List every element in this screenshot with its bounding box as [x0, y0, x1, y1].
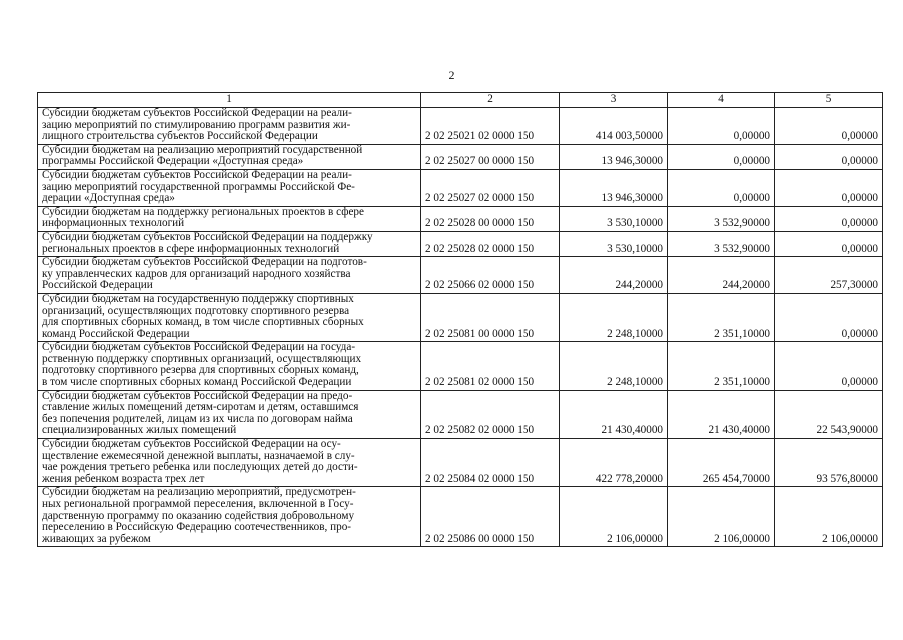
description-line: живающих за рубежом [42, 532, 151, 545]
description-line: для спортивных сборных команд, в том числе спортивных сборных [42, 316, 364, 329]
row-description [38, 206, 421, 231]
amount-col4-cell: 244,20000 [668, 257, 775, 294]
budget-code-cell: 2 02 25082 02 0000 150 [421, 390, 560, 438]
amount-col4-cell: 3 532,90000 [668, 231, 775, 256]
amount-col5-cell: 0,00000 [775, 206, 883, 231]
budget-code-cell: 2 02 25027 00 0000 150 [421, 144, 560, 169]
amount-col4-cell: 0,00000 [668, 108, 775, 145]
amount-col3-cell: 3 530,10000 [560, 206, 668, 231]
table-row [38, 293, 883, 341]
description-line: Субсидии бюджетам субъектов Российской Федерации на поддержку [42, 230, 373, 243]
description-line: в том числе спортивных сборных команд Российской Федерации [42, 376, 352, 389]
row-description [38, 390, 421, 438]
column-header-2: 2 [421, 93, 560, 108]
description-line: Субсидии бюджетам на поддержку региональных проектов в сфере [42, 205, 364, 218]
description-line: рственную поддержку спортивных организаций, осуществляющих [42, 352, 362, 365]
row-description [38, 439, 421, 487]
description-line: ку управленческих кадров для организаций народного хозяйства [42, 267, 351, 280]
row-description [38, 231, 421, 256]
budget-code-cell: 2 02 25027 02 0000 150 [421, 169, 560, 206]
description-line: команд Российской Федерации [42, 327, 190, 340]
amount-col5-cell: 0,00000 [775, 293, 883, 341]
description-line: ставление жилых помещений детям-сиротам и детям, оставшимся [42, 401, 359, 414]
table-row [38, 231, 883, 256]
description-line: Субсидии бюджетам субъектов Российской Федерации на осу- [42, 438, 341, 451]
budget-code-cell: 2 02 25066 02 0000 150 [421, 257, 560, 294]
description-line: Российской Федерации [42, 279, 153, 292]
row-description [38, 257, 421, 294]
amount-col3-cell: 244,20000 [560, 257, 668, 294]
amount-col5-cell: 0,00000 [775, 342, 883, 390]
description-line: дерации «Доступная среда» [42, 192, 175, 205]
table-row [38, 169, 883, 206]
description-line: программы Российской Федерации «Доступная среда» [42, 155, 304, 168]
column-number-row [38, 93, 883, 108]
amount-col5-cell: 0,00000 [775, 144, 883, 169]
budget-code-cell: 2 02 25028 02 0000 150 [421, 231, 560, 256]
description-line: дарственную программу по оказанию содействия добровольному [42, 509, 355, 522]
description-line: зацию мероприятий государственной программы Российской Фе- [42, 180, 355, 193]
amount-col3-cell: 13 946,30000 [560, 144, 668, 169]
description-line: жения ребенком возраста трех лет [42, 472, 205, 485]
row-description [38, 108, 421, 145]
amount-col4-cell: 3 532,90000 [668, 206, 775, 231]
table-row [38, 390, 883, 438]
description-line: лищного строительства субъектов Российской Федерации [42, 130, 318, 143]
amount-col4-cell: 0,00000 [668, 144, 775, 169]
description-line: Субсидии бюджетам субъектов Российской Федерации на предо- [42, 389, 353, 402]
row-description [38, 293, 421, 341]
amount-col5-cell: 0,00000 [775, 231, 883, 256]
amount-col3-cell: 414 003,50000 [560, 108, 668, 145]
column-header-4: 4 [668, 93, 775, 108]
description-line: Субсидии бюджетам на государственную поддержку спортивных [42, 292, 354, 305]
description-line: Субсидии бюджетам субъектов Российской Федерации на подготов- [42, 256, 367, 269]
amount-col5-cell: 0,00000 [775, 169, 883, 206]
amount-col5-cell: 257,30000 [775, 257, 883, 294]
description-line: ществление ежемесячной денежной выплаты, назначаемой в слу- [42, 449, 355, 462]
description-line: специализированных жилых помещений [42, 424, 237, 437]
amount-col5-cell: 0,00000 [775, 108, 883, 145]
table-row [38, 144, 883, 169]
amount-col4-cell: 2 106,00000 [668, 487, 775, 547]
description-line: ных региональной программой переселения, включенной в Госу- [42, 498, 354, 510]
description-line: Субсидии бюджетам субъектов Российской Федерации на реали- [42, 168, 352, 181]
amount-col5-cell: 93 576,80000 [775, 439, 883, 487]
row-description [38, 487, 421, 547]
amount-col4-cell: 265 454,70000 [668, 439, 775, 487]
description-line: переселению в Российскую Федерацию соотечественников, про- [42, 521, 352, 534]
table-row [38, 439, 883, 487]
description-line: региональных проектов в сфере информационных технологий [42, 242, 340, 255]
description-line: подготовку спортивного резерва для спортивных сборных команд, [42, 364, 359, 377]
description-line: без попечения родителей, лицам из их числа по договорам найма [42, 412, 353, 425]
amount-col3-cell: 13 946,30000 [560, 169, 668, 206]
budget-code-cell: 2 02 25084 02 0000 150 [421, 439, 560, 487]
description-line: зацию мероприятий по стимулированию программ развития жи- [42, 118, 351, 131]
row-description [38, 342, 421, 390]
amount-col4-cell: 2 351,10000 [668, 342, 775, 390]
amount-col3-cell: 3 530,10000 [560, 231, 668, 256]
budget-code-cell: 2 02 25086 00 0000 150 [421, 487, 560, 547]
amount-col3-cell: 2 248,10000 [560, 342, 668, 390]
amount-col4-cell: 0,00000 [668, 169, 775, 206]
table-row [38, 108, 883, 145]
table-body [38, 108, 883, 547]
budget-table [37, 92, 883, 547]
description-line: Субсидии бюджетам субъектов Российской Федерации на госуда- [42, 341, 356, 354]
page-number: 2 [448, 68, 455, 82]
budget-code-cell: 2 02 25081 00 0000 150 [421, 293, 560, 341]
amount-col4-cell: 21 430,40000 [668, 390, 775, 438]
description-line: Субсидии бюджетам на реализацию мероприятий государственной [42, 143, 363, 156]
description-line: Субсидии бюджетам на реализацию мероприятий, предусмотрен- [42, 486, 356, 499]
amount-col5-cell: 22 543,90000 [775, 390, 883, 438]
budget-code-cell: 2 02 25021 02 0000 150 [421, 108, 560, 145]
table-row [38, 342, 883, 390]
amount-col3-cell: 422 778,20000 [560, 439, 668, 487]
description-line: чае рождения третьего ребенка или последующих детей до дости- [42, 461, 358, 474]
budget-code-cell: 2 02 25028 00 0000 150 [421, 206, 560, 231]
table-row [38, 257, 883, 294]
amount-col3-cell: 2 106,00000 [560, 487, 668, 547]
amount-col3-cell: 21 430,40000 [560, 390, 668, 438]
amount-col3-cell: 2 248,10000 [560, 293, 668, 341]
description-line: информационных технологий [42, 217, 185, 230]
description-line: организаций, осуществляющих подготовку спортивного резерва [42, 304, 350, 317]
column-header-1: 1 [38, 93, 421, 108]
column-header-5: 5 [775, 93, 883, 108]
table-row [38, 206, 883, 231]
amount-col4-cell: 2 351,10000 [668, 293, 775, 341]
column-header-3: 3 [560, 93, 668, 108]
row-description [38, 144, 421, 169]
row-description [38, 169, 421, 206]
budget-code-cell: 2 02 25081 02 0000 150 [421, 342, 560, 390]
table-row [38, 487, 883, 547]
description-line: Субсидии бюджетам субъектов Российской Федерации на реали- [42, 107, 352, 119]
amount-col5-cell: 2 106,00000 [775, 487, 883, 547]
